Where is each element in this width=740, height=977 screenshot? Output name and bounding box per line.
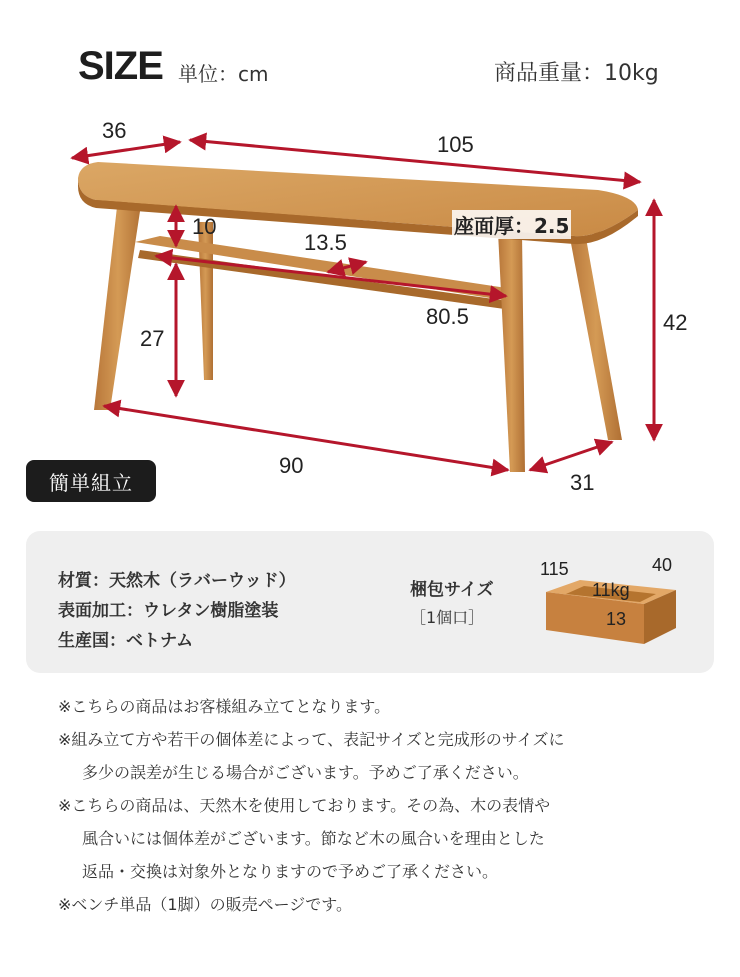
package-depth: 40 [652,555,673,575]
arrow-depth-top [72,142,180,158]
note-line: ※組み立て方や若干の個体差によって、表記サイズと完成形のサイズに [58,730,565,749]
unit-label: 単位：cm [178,62,269,86]
dim-height: 42 [663,310,688,335]
size-title: SIZE [78,44,163,88]
note-line: 多少の誤差が生じる場合がございます。予めご了承ください。 [82,763,529,782]
package-size-title: 梱包サイズ [410,580,494,600]
dim-stretcher-width: 13.5 [304,230,347,255]
dim-leg-span-width: 90 [279,453,304,478]
note-line: ※こちらの商品は、天然木を使用しております。その為、木の表情や [58,796,551,815]
easy-assembly-badge: 簡単組立 [26,460,156,502]
front-left-leg [94,198,142,410]
package-count: ［1個口］ [410,608,485,627]
front-right-leg [498,232,525,472]
dim-seat-thickness: 座面厚：2.5 [452,210,571,239]
package-height: 13 [606,609,627,629]
dim-stretcher-height: 27 [140,326,165,351]
dim-depth-top: 36 [102,118,127,143]
dim-stretcher-length: 80.5 [426,304,469,329]
arrow-leg-span-width [104,406,508,470]
arrow-leg-span-depth [530,442,612,470]
note-line: ※ベンチ単品（1脚）の販売ページです。 [58,895,352,914]
note-line: ※こちらの商品はお客様組み立てとなります。 [58,697,391,716]
note-line: 返品・交換は対象外となりますので予めご了承ください。 [82,862,499,881]
package-weight: 11kg [592,580,630,600]
spec-origin: 生産国：ベトナム [58,631,194,651]
package-length: 115 [540,559,569,579]
spec-material: 材質：天然木（ラバーウッド） [58,571,296,591]
dim-leg-span-depth: 31 [570,470,595,495]
dim-width-top: 105 [437,132,474,157]
note-line: 風合いには個体差がございます。節など木の風合いを理由とした [82,829,545,848]
spec-finish: 表面加工：ウレタン樹脂塗装 [58,601,279,621]
product-weight: 商品重量：10kg [494,61,659,86]
dim-apron: 10 [192,214,217,239]
back-right-leg [570,238,622,440]
